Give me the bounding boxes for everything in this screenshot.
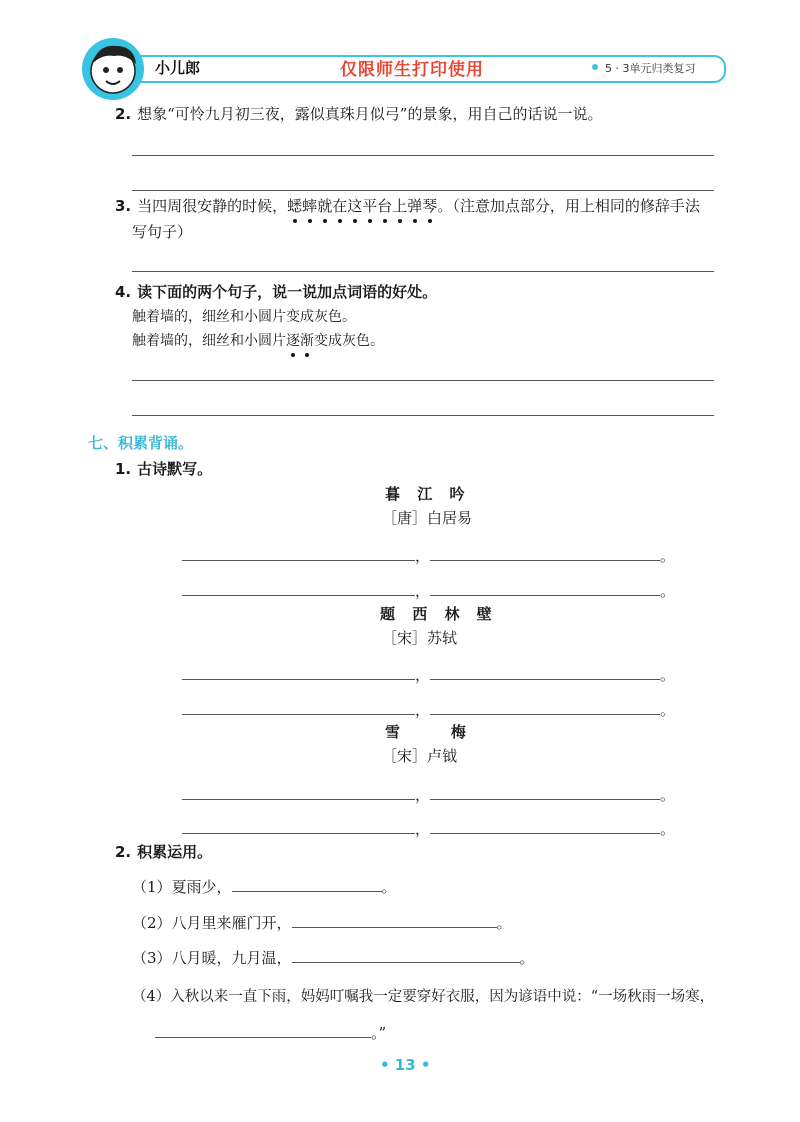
- blank[interactable]: [430, 785, 660, 800]
- question-text: 积累运用。: [137, 843, 213, 861]
- period: 。: [660, 820, 676, 838]
- answer-line[interactable]: [132, 271, 714, 272]
- poem-fill-line: [182, 699, 675, 720]
- question-number: 3.: [115, 197, 132, 215]
- poem-author: ［宋］卢钺: [382, 747, 458, 765]
- emphasis-char: 蟋: [287, 197, 303, 215]
- comma: ，: [415, 786, 431, 804]
- blank[interactable]: [430, 581, 660, 596]
- blank[interactable]: [182, 785, 415, 800]
- poem-title: 题 西 林 壁: [380, 605, 498, 623]
- answer-line[interactable]: [132, 380, 714, 381]
- period: 。: [660, 547, 676, 565]
- comma: ，: [415, 820, 431, 838]
- question-4: [115, 282, 437, 302]
- blank[interactable]: [430, 665, 660, 680]
- poem-fill-line: [182, 545, 675, 566]
- period: 。: [660, 582, 676, 600]
- poem-fill-line: [182, 580, 675, 601]
- blank[interactable]: [182, 700, 415, 715]
- page-number: • 13 •: [380, 1056, 431, 1074]
- emphasis-char: 就: [317, 197, 333, 215]
- question-number: 4.: [115, 283, 132, 301]
- part-1-heading: [115, 459, 212, 479]
- part-2-heading: [115, 842, 212, 862]
- fill-item-4: （4）入秋以来一直下雨，妈妈叮嘱我一定要穿好衣服，因为谚语中说：“一场秋雨一场寒，: [132, 989, 715, 1005]
- blank[interactable]: [182, 581, 415, 596]
- blank[interactable]: [155, 1023, 371, 1038]
- closing-quote: 。”: [371, 1024, 387, 1042]
- blank[interactable]: [232, 877, 382, 892]
- question-2: [115, 104, 602, 124]
- fill-prompt: （1）夏雨少，: [132, 878, 232, 896]
- period: 。: [660, 701, 676, 719]
- emphasis-char: 弹: [407, 197, 423, 215]
- answer-line[interactable]: [132, 155, 714, 156]
- mascot-logo-icon: [80, 36, 146, 102]
- question-3: [115, 196, 700, 216]
- question-number: 2.: [115, 105, 132, 123]
- emphasis-char: 逐: [286, 333, 300, 349]
- sample-sentence-1: 触着墙的，细丝和小圆片变成灰色。: [132, 309, 356, 325]
- poem-author: ［唐］白居易: [382, 509, 473, 527]
- question-text: 古诗默写。: [137, 460, 213, 478]
- comma: ，: [415, 701, 431, 719]
- question-number: 2.: [115, 843, 132, 861]
- question-text: 当四周很安静的时候，: [137, 197, 288, 215]
- blank[interactable]: [292, 913, 497, 928]
- poem-fill-line: [182, 664, 675, 685]
- emphasis-char: 蟀: [302, 197, 318, 215]
- question-text: 读下面的两个句子，说一说加点词语的好处。: [137, 283, 438, 301]
- fill-item-1: [132, 876, 397, 897]
- print-banner: 仅限师生打印使用: [340, 60, 484, 80]
- blank[interactable]: [430, 546, 660, 561]
- unit-dot-icon: [592, 64, 598, 70]
- comma: ，: [415, 666, 431, 684]
- emphasis-char: 上: [392, 197, 408, 215]
- emphasis-char: 渐: [300, 333, 314, 349]
- blank[interactable]: [292, 948, 520, 963]
- poem-author: ［宋］苏轼: [382, 629, 458, 647]
- sample-sentence-2: [132, 330, 384, 350]
- blank[interactable]: [182, 665, 415, 680]
- fill-item-4-line2: [155, 1022, 386, 1043]
- answer-line[interactable]: [132, 190, 714, 191]
- comma: ，: [415, 547, 431, 565]
- poem-fill-line: [182, 818, 675, 839]
- period: 。: [660, 666, 676, 684]
- question-number: 1.: [115, 460, 132, 478]
- period: 。: [381, 878, 397, 896]
- sentence-text: 变成灰色。: [314, 333, 384, 349]
- emphasis-char: 这: [347, 197, 363, 215]
- emphasis-char: 在: [332, 197, 348, 215]
- comma: ，: [415, 582, 431, 600]
- blank[interactable]: [430, 819, 660, 834]
- blank[interactable]: [430, 700, 660, 715]
- period: 。: [519, 949, 535, 967]
- question-text: 想象“可怜九月初三夜，露似真珠月似弓”的景象，用自己的话说一说。: [137, 105, 603, 123]
- blank[interactable]: [182, 546, 415, 561]
- poem-title: 雪 梅: [385, 723, 472, 741]
- fill-item-3: [132, 947, 535, 968]
- emphasis-char: 琴: [422, 197, 438, 215]
- emphasis-char: 平: [362, 197, 378, 215]
- question-text: 。（注意加点部分，用上相同的修辞手法: [437, 197, 700, 215]
- sentence-text: 触着墙的，细丝和小圆片: [132, 333, 286, 349]
- period: 。: [660, 786, 676, 804]
- fill-prompt: （3）八月暖，九月温，: [132, 949, 292, 967]
- fill-item-2: [132, 912, 512, 933]
- unit-tag: 5 · 3单元归类复习: [605, 62, 696, 75]
- section-heading: 七、积累背诵。: [88, 434, 194, 452]
- emphasis-char: 台: [377, 197, 393, 215]
- poem-fill-line: [182, 784, 675, 805]
- poem-title: 暮 江 吟: [385, 485, 471, 503]
- fill-prompt: （2）八月里来雁门开，: [132, 914, 292, 932]
- answer-line[interactable]: [132, 415, 714, 416]
- blank[interactable]: [182, 819, 415, 834]
- period: 。: [496, 914, 512, 932]
- question-3-line2: 写句子）: [132, 223, 193, 241]
- brand-name: 小儿郎: [155, 59, 201, 77]
